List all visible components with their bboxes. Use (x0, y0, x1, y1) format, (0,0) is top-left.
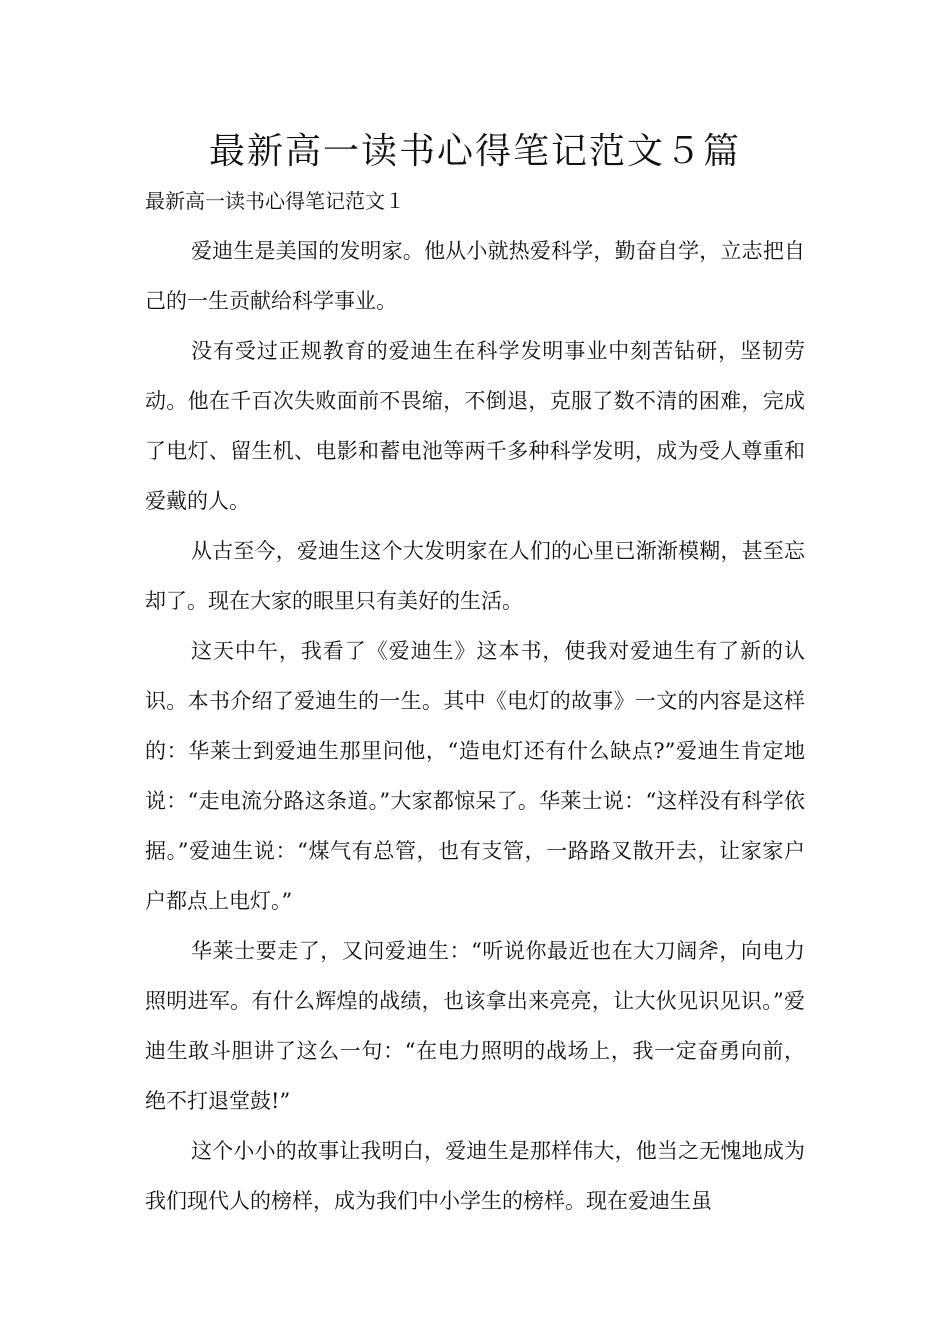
paragraph: 这个小小的故事让我明白，爱迪生是那样伟大，他当之无愧地成为我们现代人的榜样，成为我们中小学生的榜样。现在爱迪生虽 (145, 1139, 805, 1213)
paragraph: 华莱士要走了，又问爱迪生：“听说你最近也在大刀阔斧，向电力照明进军。有什么辉煌的战绩，也该拿出来亮亮，让大伙见识见识。”爱迪生敢斗胆讲了这么一句：“在电力照明的战场上，我一定奋勇向前，绝不打退堂鼓!” (145, 939, 805, 1113)
document-title: 最新高一读书心得笔记范文５篇 (208, 131, 741, 172)
document-body (145, 226, 805, 1226)
section-heading: 最新高一读书心得笔记范文１ (145, 189, 405, 213)
paragraph: 没有受过正规教育的爱迪生在科学发明事业中刻苦钻研，坚韧劳动。他在千百次失败面前不畏缩，不倒退，克服了数不清的困难，完成了电灯、留生机、电影和蓄电池等两千多种科学发明，成为受人尊重和爱戴的人。 (145, 339, 805, 513)
paragraph: 从古至今，爱迪生这个大发明家在人们的心里已渐渐模糊，甚至忘却了。现在大家的眼里只有美好的生活。 (145, 539, 805, 613)
paragraph: 爱迪生是美国的发明家。他从小就热爱科学，勤奋自学，立志把自己的一生贡献给科学事业。 (145, 239, 805, 313)
paragraph: 这天中午，我看了《爱迪生》这本书，使我对爱迪生有了新的认识。本书介绍了爱迪生的一生。其中《电灯的故事》一文的内容是这样的：华莱士到爱迪生那里问他，“造电灯还有什么缺点?”爱迪生肯定地说：“走电流分路这条道。”大家都惊呆了。华莱士说：“这样没有科学依据。”爱迪生说：“煤气有总管，也有支管，一路路叉散开去，让家家户户都点上电灯。” (145, 639, 805, 913)
